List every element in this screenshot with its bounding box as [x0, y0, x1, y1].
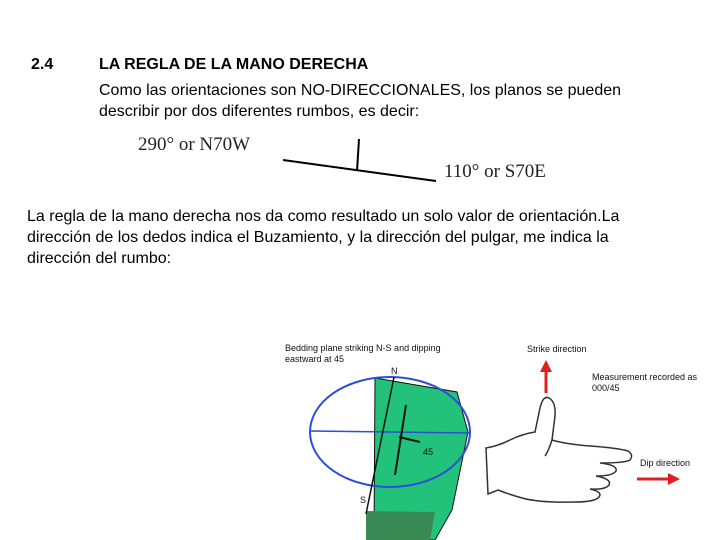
stereonet-figure [310, 377, 470, 540]
strike-arrow [540, 360, 552, 393]
right-hand-figure [486, 397, 632, 502]
strike-label-110: 110° or S70E [444, 161, 546, 182]
rule-paragraph: La regla de la mano derecha nos da como resultado un solo valor de orientación.La dirección de los dedos indica el Buzamiento, y la dirección del pulgar, me indica la dirección del rumbo: [27, 208, 620, 267]
bedding-plane-label: Bedding plane striking N-S and dipping eastward at 45 [285, 343, 441, 364]
north-label: N [391, 366, 398, 376]
measurement-label: Measurement recorded as 000/45 [592, 372, 698, 393]
strike-line [283, 160, 436, 181]
intro-paragraph: Como las orientaciones son NO-DIRECCIONALES, los planos se pueden describir por dos diferentes rumbos, es decir: [99, 82, 622, 120]
dip-arrow [637, 473, 680, 485]
south-label: S [360, 495, 367, 505]
dip-value-label: 45 [423, 447, 434, 457]
bedding-plane-shade [366, 511, 435, 540]
section-title: LA REGLA DE LA MANO DERECHA [99, 56, 369, 73]
hand-outline [486, 397, 632, 502]
dip-direction-label: Dip direction [640, 458, 691, 468]
dip-tick [357, 139, 359, 171]
strike-label-290: 290° or N70W [138, 134, 251, 155]
section-number: 2.4 [31, 56, 54, 73]
strike-direction-label: Strike direction [527, 344, 587, 354]
